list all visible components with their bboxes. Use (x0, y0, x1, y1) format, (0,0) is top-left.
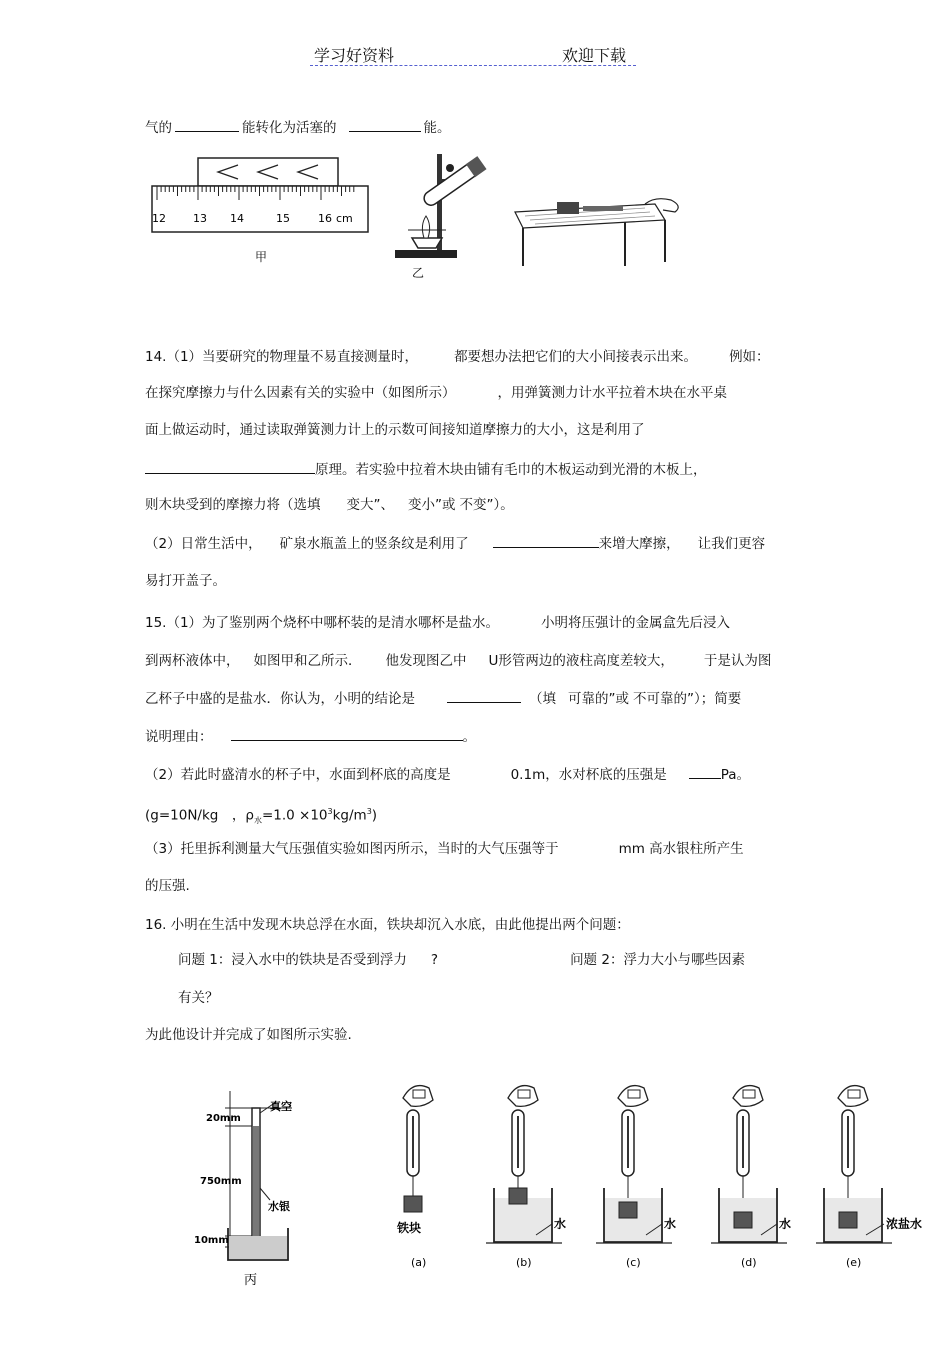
q14-line5: 则木块受到的摩擦力将（选填 变大”、 变小”或 不变”）。 (145, 497, 514, 513)
blank (349, 118, 421, 132)
iron-block (509, 1188, 527, 1204)
q15-line2: 到两杯液体中， 如图甲和乙所示． 他发现图乙中 U形管两边的液柱高度差较大， 于是认为图 (145, 653, 772, 669)
q14-line6: （2）日常生活中， 矿泉水瓶盖上的竖条纹是利用了 来增大摩擦， 让我们更容 (145, 536, 766, 552)
q15-line3: 乙杯子中盛的是盐水．你认为，小明的结论是 （填 可靠的”或 不可靠的”）；简要 (145, 691, 742, 707)
label-mercury: 水银 (268, 1200, 290, 1213)
hand-detail (628, 1090, 640, 1098)
iron-block (404, 1196, 422, 1212)
q16-line1: 16. 小明在生活中发现木块总浮在水面，铁块却沉入水底，由此他提出两个问题： (145, 917, 630, 933)
panel-2 (486, 1086, 566, 1269)
dim-750mm: 750mm (200, 1176, 242, 1187)
panel-caption: (a) (411, 1256, 427, 1269)
panel-caption: (b) (516, 1256, 532, 1269)
q14-line7: 易打开盖子。 (145, 573, 226, 589)
tick-label-13: 13 (193, 212, 207, 225)
header-left: 学习好资料 (314, 46, 395, 65)
dim-20mm: 20mm (206, 1113, 241, 1124)
caption-bing: 丙 (244, 1273, 258, 1288)
q14-line1: 14.（1）当要研究的物理量不易直接测量时， 都要想办法把它们的大小间接表示出来。 例如： (145, 349, 770, 365)
tick-label-12: 12 (152, 212, 166, 225)
tick-label-15: 15 (276, 212, 290, 225)
blank (447, 689, 521, 703)
caption-yi: 乙 (412, 266, 425, 280)
ruler-figure (148, 155, 373, 237)
blank (689, 765, 721, 779)
blank (175, 118, 239, 132)
q15-line8: 的压强. (145, 878, 190, 894)
panel-3 (596, 1086, 676, 1269)
q15-line7: （3）托里拆利测量大气压强值实验如图丙所示，当时的大气压强等于 mm 高水银柱所产生 (145, 841, 744, 857)
friction-table-figure (505, 192, 685, 270)
header-divider (310, 65, 636, 66)
panel-caption: (d) (741, 1256, 757, 1269)
panel-label: 水 (554, 1217, 567, 1231)
panel-label: 铁块 (397, 1221, 422, 1235)
tick-label-cm: cm (336, 212, 353, 225)
blank (145, 460, 315, 474)
tick-label-16: 16 (318, 212, 332, 225)
panel-label: 浓盐水 (886, 1217, 923, 1231)
caption-jia: 甲 (255, 250, 268, 264)
tick-label-14: 14 (230, 212, 244, 225)
q15-line1: 15.（1）为了鉴别两个烧杯中哪杯装的是清水哪杯是盐水。 小明将压强计的金属盒先后浸入 (145, 615, 731, 631)
hand-detail (848, 1090, 860, 1098)
torricelli-figure (192, 1088, 302, 1293)
line0: 气的 能转化为活塞的 能。 (145, 120, 451, 136)
q16-line2: 问题 1：浸入水中的铁块是否受到浮力 ? 问题 2：浮力大小与哪些因素 (178, 952, 745, 968)
panel-4 (711, 1086, 791, 1269)
dim-10mm: 10mm (194, 1235, 229, 1246)
panel-5 (816, 1086, 922, 1269)
iron-block (839, 1212, 857, 1228)
hand-detail (518, 1090, 530, 1098)
q15-line6: (g=10N/kg ，$\rho_水=1.0 \times 10^3kg/m^3$) (145, 807, 378, 826)
buoyancy-panels (385, 1070, 923, 1280)
q14-line4: 原理。若实验中拉着木块由铺有毛巾的木板运动到光滑的木板上， (145, 460, 707, 479)
test-tube-figure (390, 150, 495, 265)
q16-line3: 有关？ (178, 990, 219, 1006)
panel-caption: (e) (846, 1256, 862, 1269)
blank (493, 534, 599, 548)
iron-block (734, 1212, 752, 1228)
q15-line4: 说明理由： 。 (145, 729, 476, 745)
q14-line2: 在探究摩擦力与什么因素有关的实验中（如图所示） ，用弹簧测力计水平拉着木块在水平桌 (145, 385, 727, 401)
buoyancy-svg (385, 1070, 923, 1280)
panel-1 (396, 1086, 433, 1269)
blank (231, 727, 463, 741)
panel-label: 水 (779, 1217, 792, 1231)
panel-caption: (c) (626, 1256, 641, 1269)
q16-line4: 为此他设计并完成了如图所示实验. (145, 1027, 352, 1043)
iron-block (619, 1202, 637, 1218)
q15-line5: （2）若此时盛清水的杯子中，水面到杯底的高度是 0.1m，水对杯底的压强是 Pa。 (145, 767, 751, 783)
hand-detail (413, 1090, 425, 1098)
q14-line3: 面上做运动时，通过读取弹簧测力计上的示数可间接知道摩擦力的大小，这是利用了 (145, 422, 645, 438)
panel-label: 水 (664, 1217, 677, 1231)
hand-detail (743, 1090, 755, 1098)
header-right: 欢迎下载 (562, 46, 627, 65)
label-vacuum: 真空 (270, 1100, 292, 1113)
